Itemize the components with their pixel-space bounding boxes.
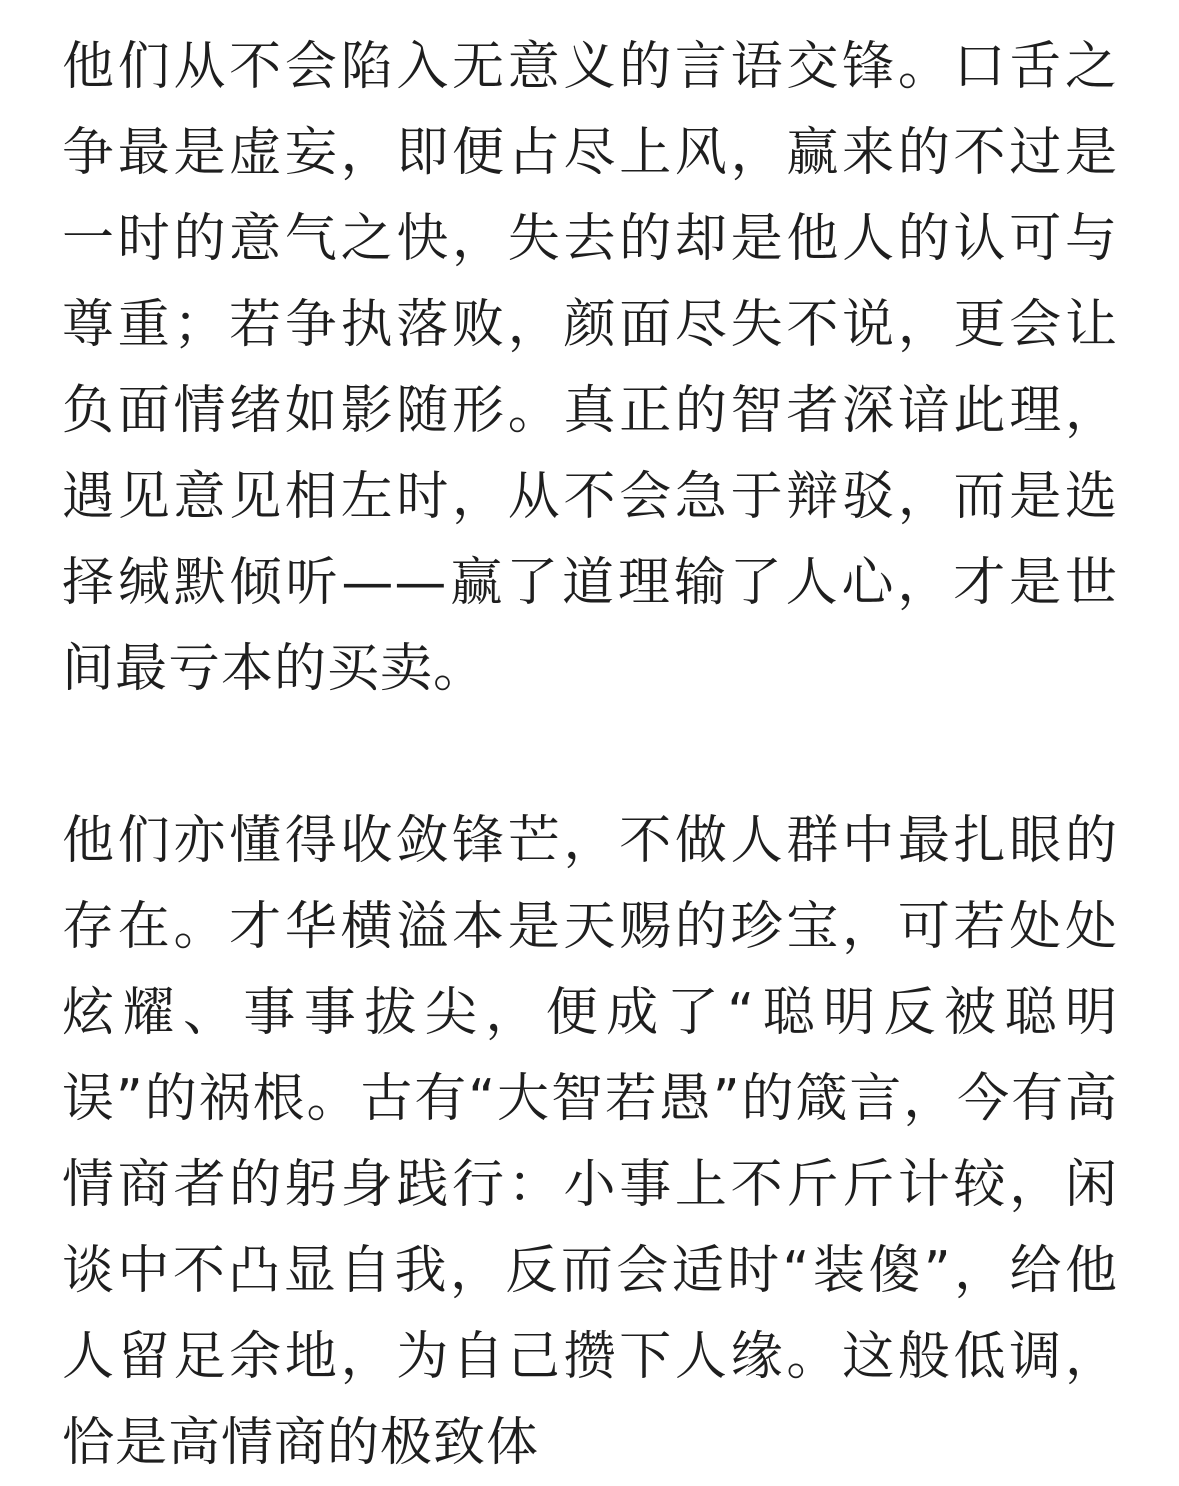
paragraph-1: 他们从不会陷入无意义的言语交锋。口舌之争最是虚妄，即便占尽上风，赢来的不过是一时的意气之快，失去的却是他人的认可与尊重；若争执落败，颜面尽失不说，更会让负面情绪如影随形。真正的智者深谙此理，遇见意见相左时，从不会急于辩驳，而是选择缄默倾听——赢了道理输了人心，才是世间最亏本的买卖。	[62, 37, 1118, 699]
paragraph-2: 他们亦懂得收敛锋芒，不做人群中最扎眼的存在。才华横溢本是天赐的珍宝，可若处处炫耀、事事拔尖，便成了“聪明反被聪明误”的祸根。古有“大智若愚”的箴言，今有高情商者的躬身践行：小事上不斤斤计较，闲谈中不凸显自我，反而会适时“装傻”，给他人留足余地，为自己攒下人缘。这般低调，恰是高情商的极致体	[62, 811, 1118, 1473]
article-body	[62, 24, 1118, 1486]
